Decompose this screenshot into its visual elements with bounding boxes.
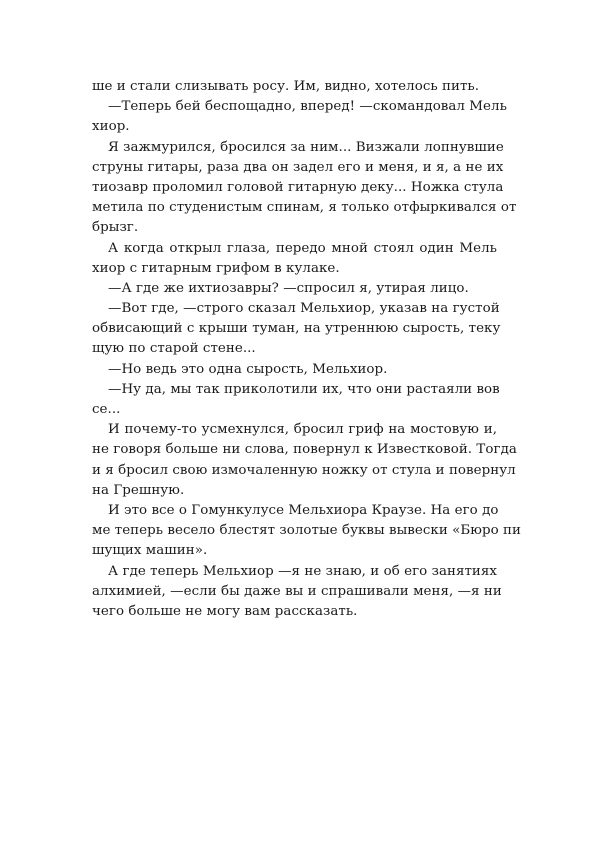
text-line: А где теперь Мельхиор —я не знаю, и об его занятиях	[108, 563, 497, 579]
paragraph-9	[92, 420, 517, 501]
text-line: И это все о Гомункулусе Мельхиора Краузе. На его до	[108, 502, 499, 518]
text-line: хиор.	[92, 119, 130, 135]
text-line: —А где же ихтиозавры? —спросил я, утирая лицо.	[108, 280, 469, 296]
paragraph-4	[92, 239, 497, 279]
text-line: струны гитары, раза два он задел его и меня, и я, а не их	[92, 159, 504, 175]
text-line: алхимией, —если бы даже вы и спрашивали меня, —я ни	[92, 583, 502, 599]
text-line: —Ну да, мы так приколотили их, что они растаяли вов	[108, 381, 500, 397]
paragraph-6	[92, 299, 501, 360]
paragraph-8	[92, 380, 500, 420]
text-line: метила по студенистым спинам, я только отфыркивался от	[92, 200, 517, 216]
text-line: тиозавр проломил головой гитарную деку... Ножка стула	[92, 179, 504, 195]
text-line: не говоря больше ни слова, повернул к Известковой. Тогда	[92, 442, 517, 458]
paragraph-7	[92, 360, 497, 380]
text-line: и я бросил свою измочаленную ножку от стула и повернул	[92, 462, 516, 478]
body-text	[92, 77, 521, 622]
text-line: шущих машин».	[92, 543, 208, 559]
text-line: —Вот где, —строго сказал Мельхиор, указав на густой	[108, 301, 500, 317]
text-line: —Теперь бей беспощадно, вперед! —скомандовал Мель	[108, 99, 507, 115]
text-line: хиор с гитарным грифом в кулаке.	[92, 260, 340, 276]
paragraph-11	[92, 562, 502, 623]
text-line: се...	[92, 402, 121, 417]
text-line: Я зажмурился, бросился за ним... Визжали лопнувшие	[108, 139, 504, 155]
paragraph-5	[92, 279, 497, 299]
text-line: на Грешную.	[92, 482, 185, 498]
paragraph-1	[92, 77, 497, 97]
text-line: чего больше не могу вам рассказать.	[92, 603, 358, 619]
text-line: А когда открыл глаза, передо мной стоял один Мель	[108, 240, 497, 256]
text-line: ше и стали слизывать росу. Им, видно, хотелось пить.	[92, 79, 480, 94]
text-line: щую по старой стене...	[92, 341, 256, 357]
text-line: обвисающий с крыши туман, на утреннюю сырость, теку	[92, 321, 501, 337]
paragraph-3	[92, 138, 517, 239]
text-line: —Но ведь это одна сырость, Мельхиор.	[108, 361, 388, 377]
text-line: ме теперь весело блестят золотые буквы вывески «Бюро пи	[92, 523, 521, 539]
text-line: брызг.	[92, 220, 139, 236]
text-line: И почему-то усмехнулся, бросил гриф на мостовую и,	[108, 422, 497, 438]
paragraph-2	[92, 97, 507, 137]
paragraph-10	[92, 501, 521, 562]
